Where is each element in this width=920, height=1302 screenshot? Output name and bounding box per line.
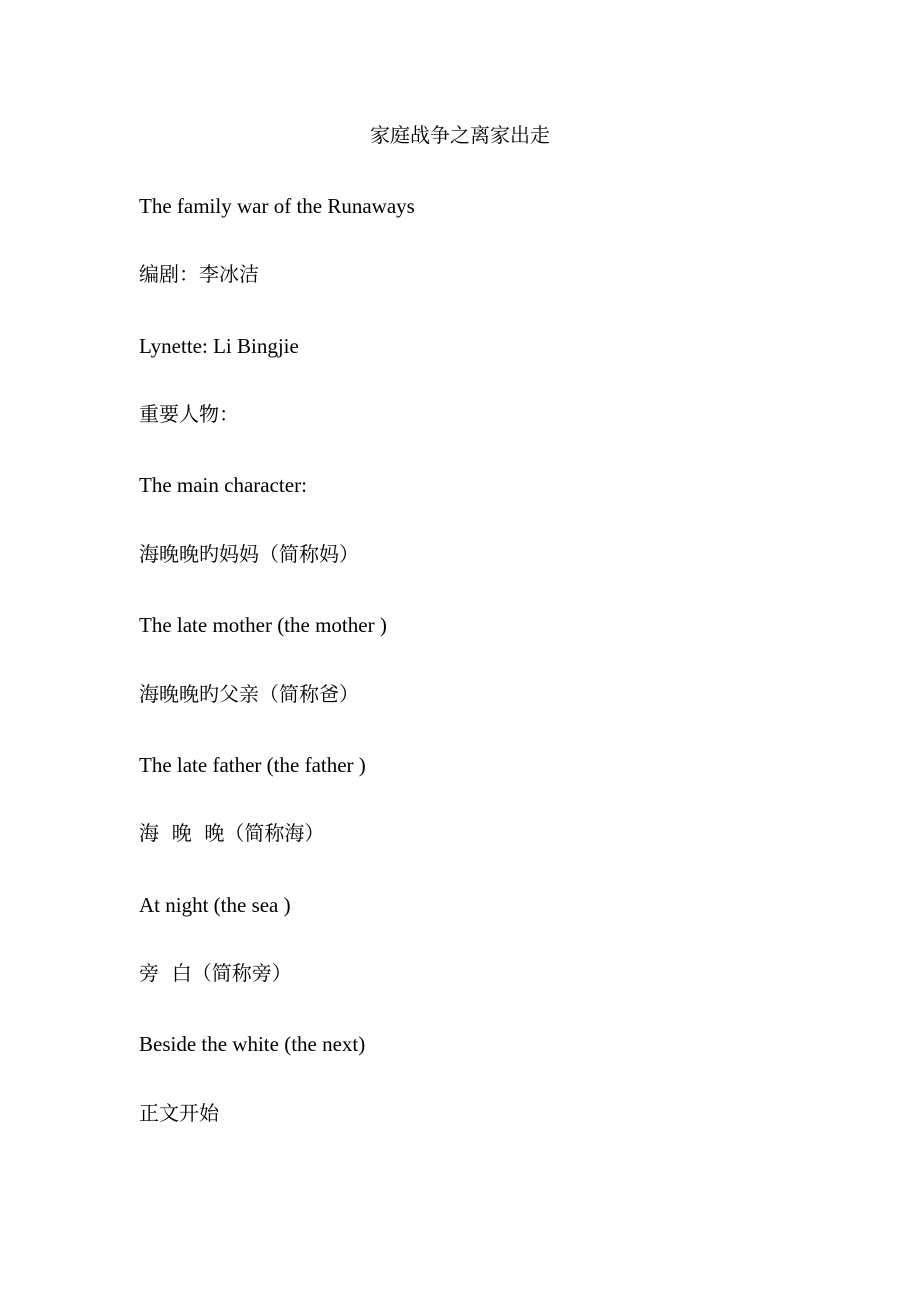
character-narrator: 旁 白（简称旁） <box>139 961 292 985</box>
character-haiwanwan: 海 晚 晚（简称海） <box>139 821 325 845</box>
character-father-english: The late father (the father ) <box>139 753 366 777</box>
character-haiwanwan-english: At night (the sea ) <box>139 893 291 917</box>
character-mother: 海晚晚旳妈妈（简称妈） <box>139 542 359 566</box>
main-text-start: 正文开始 <box>139 1101 219 1125</box>
character-mother-english: The late mother (the mother ) <box>139 613 387 637</box>
main-characters-heading: 重要人物： <box>139 402 239 426</box>
character-father: 海晚晚旳父亲（简称爸） <box>139 682 359 706</box>
main-characters-english-heading: The main character: <box>139 473 307 497</box>
screenwriter-english-line: Lynette: Li Bingjie <box>139 334 299 358</box>
english-title: The family war of the Runaways <box>139 194 415 218</box>
character-narrator-english: Beside the white (the next) <box>139 1032 366 1056</box>
screenwriter-line: 编剧：李冰洁 <box>139 262 259 286</box>
document-title: 家庭战争之离家出走 <box>370 123 550 147</box>
